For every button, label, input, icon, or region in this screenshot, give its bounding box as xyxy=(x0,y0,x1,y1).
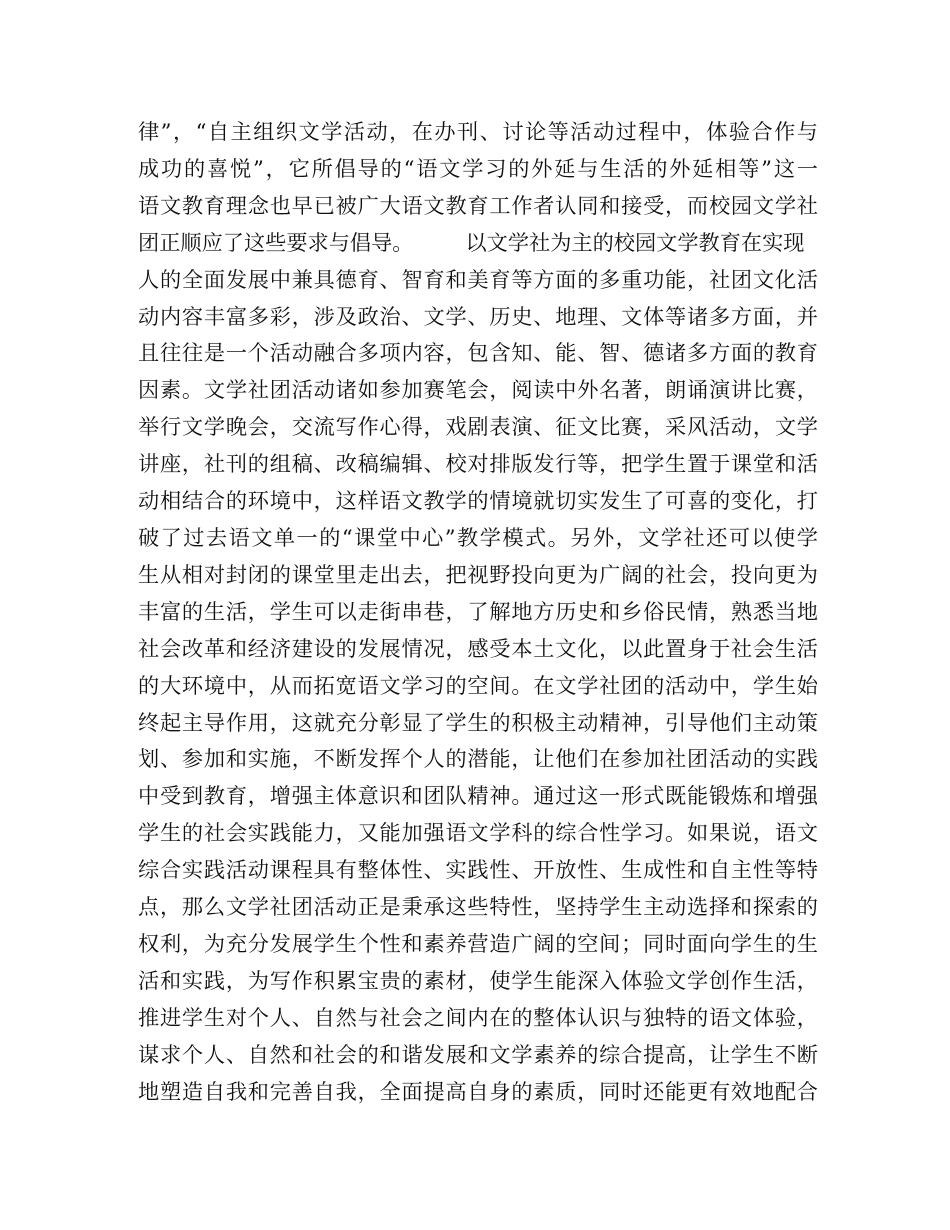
text-line: 活和实践，为写作积累宝贵的素材，使学生能深入体验文学创作生活， xyxy=(138,967,818,993)
text-line: 谋求个人、自然和社会的和谐发展和文学素养的综合提高，让学生不断 xyxy=(138,1041,818,1067)
text-line: 的大环境中，从而拓宽语文学习的空间。在文学社团的活动中，学生始 xyxy=(138,672,818,698)
text-line: 社会改革和经济建设的发展情况，感受本土文化，以此置身于社会生活 xyxy=(138,635,818,661)
text-line: 推进学生对个人、自然与社会之间内在的整体认识与独特的语文体验， xyxy=(138,1004,818,1030)
text-line: 讲座，社刊的组稿、改稿编辑、校对排版发行等，把学生置于课堂和活 xyxy=(138,451,818,477)
text-line: 划、参加和实施，不断发挥个人的潜能，让他们在参加社团活动的实践 xyxy=(138,746,818,772)
paragraph-end-text: 团正顺应了这些要求与倡导。 xyxy=(138,229,414,255)
text-line: 点，那么文学社团活动正是秉承这些特性，坚持学生主动选择和探索的 xyxy=(138,894,818,920)
text-line: 综合实践活动课程具有整体性、实践性、开放性、生成性和自主性等特 xyxy=(138,857,818,883)
text-line: 破了过去语文单一的“课堂中心”教学模式。另外，文学社还可以使学 xyxy=(138,524,818,550)
text-line: 地塑造自我和完善自我，全面提高自身的素质，同时还能更有效地配合 xyxy=(138,1078,818,1104)
text-line: 中受到教育，增强主体意识和团队精神。通过这一形式既能锻炼和增强 xyxy=(138,783,818,809)
text-line: 语文教育理念也早已被广大语文教育工作者认同和接受，而校园文学社 xyxy=(138,192,818,218)
text-line: 终起主导作用，这就充分彰显了学生的积极主动精神，引导他们主动策 xyxy=(138,709,818,735)
text-line: 丰富的生活，学生可以走街串巷，了解地方历史和乡俗民情，熟悉当地 xyxy=(138,598,818,624)
text-line: 且往往是一个活动融合多项内容，包含知、能、智、德诸多方面的教育 xyxy=(138,340,818,366)
text-line: 举行文学晚会，交流写作心得，戏剧表演、征文比赛，采风活动，文学 xyxy=(138,414,818,440)
text-line: 人的全面发展中兼具德育、智育和美育等方面的多重功能，社团文化活 xyxy=(138,266,818,292)
text-line: 成功的喜悦”，它所倡导的“语文学习的外延与生活的外延相等”这一 xyxy=(138,155,818,181)
text-line: 动内容丰富多彩，涉及政治、文学、历史、地理、文体等诸多方面，并 xyxy=(138,303,818,329)
text-line xyxy=(138,225,818,262)
text-line: 律”，“自主组织文学活动，在办刊、讨论等活动过程中，体验合作与 xyxy=(138,119,818,144)
text-line: 生从相对封闭的课堂里走出去，把视野投向更为广阔的社会，投向更为 xyxy=(138,561,818,587)
text-line: 动相结合的环境中，这样语文教学的情境就切实发生了可喜的变化，打 xyxy=(138,488,818,514)
body-text xyxy=(138,114,818,1110)
paragraph-start-text: 以文学社为主的校园文学教育在实现 xyxy=(465,229,805,255)
text-line: 因素。文学社团活动诸如参加赛笔会，阅读中外名著，朗诵演讲比赛， xyxy=(138,377,818,403)
text-line: 学生的社会实践能力，又能加强语文学科的综合性学习。如果说，语文 xyxy=(138,820,818,846)
text-line: 权利，为充分发展学生个性和素养营造广阔的空间；同时面向学生的生 xyxy=(138,930,818,956)
